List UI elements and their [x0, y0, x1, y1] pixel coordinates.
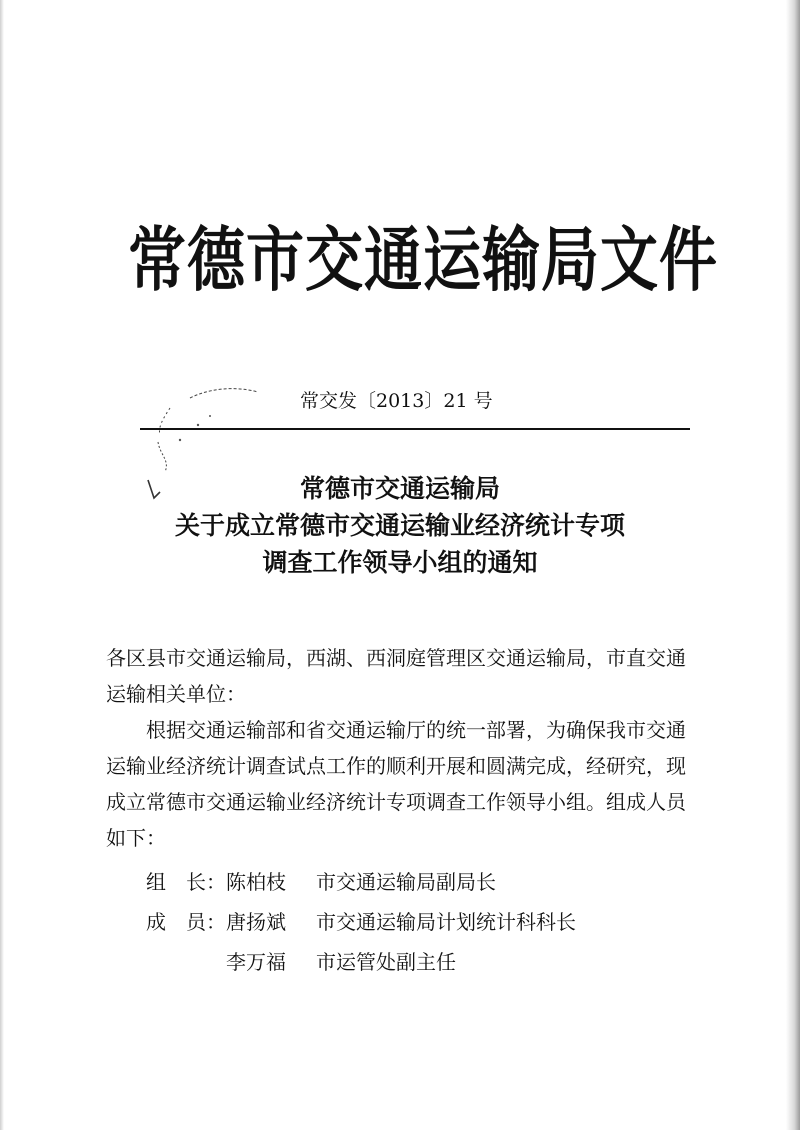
member-role: 成 员：	[146, 910, 226, 934]
notice-title	[100, 470, 700, 581]
body-paragraph: 根据交通运输部和省交通运输厅的统一部署，为确保我市交通运输业经济统计调查试点工作的顺利开展和圆满完成，经研究，现成立常德市交通运输业经济统计专项调查工作领导小组。组成人员如下：	[106, 718, 686, 850]
document-number: 常交发〔2013〕21 号	[300, 390, 493, 412]
member-row	[106, 862, 696, 902]
title-line-2: 关于成立常德市交通运输业经济统计专项	[174, 511, 625, 540]
member-name: 唐扬斌	[226, 910, 286, 934]
member-name: 陈柏枝	[226, 870, 286, 894]
recipients-line: 各区县市交通运输局，西湖、西洞庭管理区交通运输局，市直交通运输相关单位：	[106, 646, 686, 706]
member-title: 市运管处副主任	[316, 950, 456, 974]
masthead-title: 常德市交通运输局文件	[128, 219, 719, 301]
member-row	[106, 942, 696, 982]
scan-edge-right	[786, 0, 800, 1130]
member-role	[106, 942, 226, 982]
title-line-1: 常德市交通运输局	[299, 474, 500, 503]
member-name: 李万福	[226, 950, 286, 974]
header-rule	[140, 428, 690, 430]
member-title: 市交通运输局计划统计科科长	[316, 910, 576, 934]
title-line-3: 调查工作领导小组的通知	[262, 548, 538, 577]
scan-edge-left	[0, 0, 4, 1130]
member-role: 组 长：	[146, 870, 226, 894]
member-title: 市交通运输局副局长	[316, 870, 496, 894]
notice-body	[106, 640, 696, 982]
member-row	[106, 902, 696, 942]
